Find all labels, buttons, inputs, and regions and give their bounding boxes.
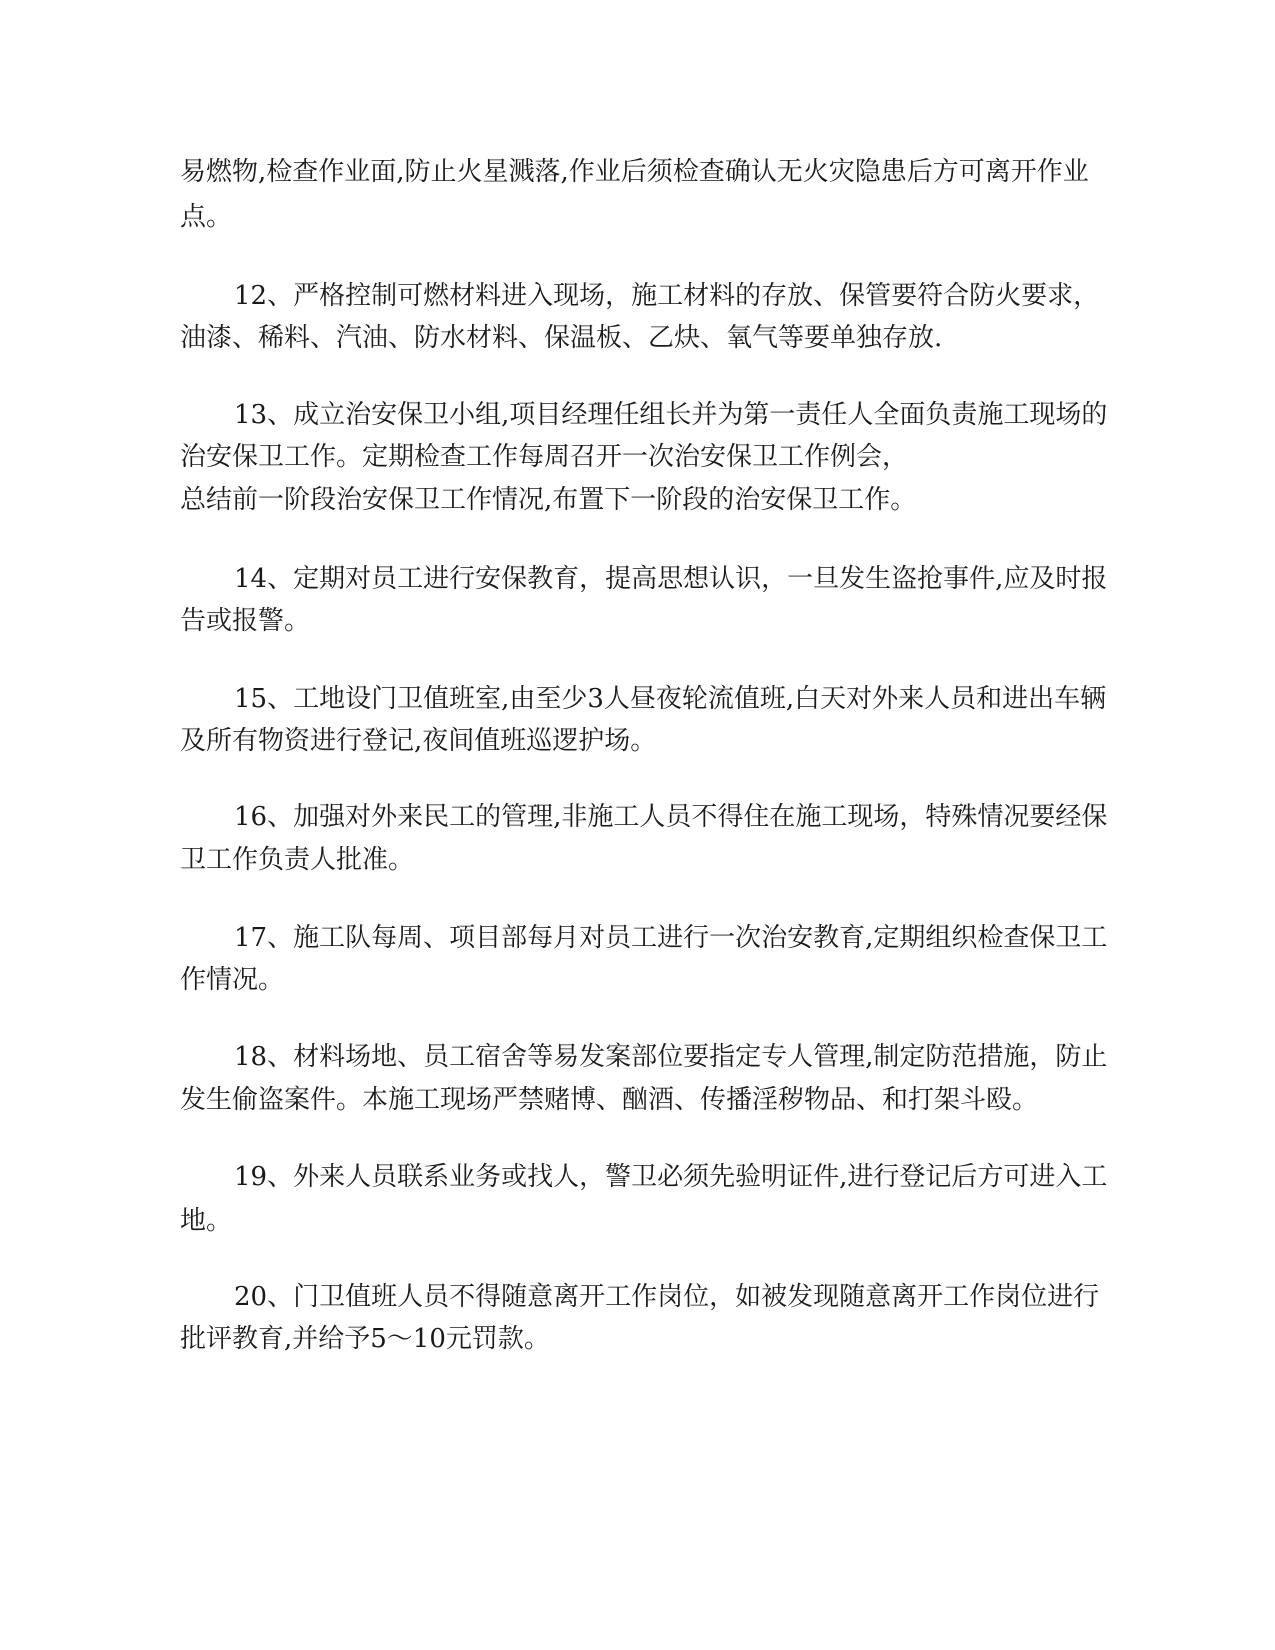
paragraph-line: 18、材料场地、员工宿舍等易发案部位要指定专人管理,制定防范措施，防止 bbox=[234, 1042, 1108, 1072]
paragraph-line: 油漆、稀料、汽油、防水材料、保温板、乙炔、氧气等要单独存放. bbox=[180, 323, 943, 353]
paragraph-line: 14、定期对员工进行安保教育，提高思想认识，一旦发生盗抢事件,应及时报 bbox=[234, 564, 1108, 594]
paragraph-line: 及所有物资进行登记,夜间值班巡逻护场。 bbox=[180, 726, 657, 756]
paragraph-line: 发生偷盗案件。本施工现场严禁赌博、酗酒、传播淫秽物品、和打架斗殴。 bbox=[180, 1085, 1039, 1115]
paragraph-line: 卫工作负责人批准。 bbox=[180, 845, 415, 875]
paragraph-line: 告或报警。 bbox=[180, 606, 311, 636]
paragraph-line: 16、加强对外来民工的管理,非施工人员不得住在施工现场，特殊情况要经保 bbox=[234, 802, 1108, 832]
paragraph-line: 13、成立治安保卫小组,项目经理任组长并为第一责任人全面负责施工现场的 bbox=[234, 400, 1108, 430]
paragraph-line: 17、施工队每周、项目部每月对员工进行一次治安教育,定期组织检查保卫工 bbox=[234, 923, 1108, 953]
paragraph-line: 批评教育,并给予5～10元罚款。 bbox=[180, 1324, 550, 1354]
paragraph-line: 12、严格控制可燃材料进入现场，施工材料的存放、保管要符合防火要求， bbox=[234, 281, 1100, 311]
paragraph-line: 19、外来人员联系业务或找人，警卫必须先验明证件,进行登记后方可进入工 bbox=[234, 1162, 1108, 1192]
paragraph-line: 作情况。 bbox=[180, 965, 285, 995]
paragraph-line: 15、工地设门卫值班室,由至少3人昼夜轮流值班,白天对外来人员和进出车辆 bbox=[234, 684, 1107, 714]
paragraph-line: 20、门卫值班人员不得随意离开工作岗位，如被发现随意离开工作岗位进行 bbox=[234, 1282, 1100, 1312]
paragraph-line: 易燃物,检查作业面,防止火星溅落,作业后须检查确认无火灾隐患后方可离开作业 bbox=[180, 157, 1089, 187]
paragraph-line: 治安保卫工作。定期检查工作每周召开一次治安保卫工作例会， bbox=[180, 442, 909, 472]
paragraph-line: 点。 bbox=[180, 202, 233, 232]
paragraph-line: 总结前一阶段治安保卫工作情况,布置下一阶段的治安保卫工作。 bbox=[180, 485, 917, 515]
paragraph-line: 地。 bbox=[180, 1206, 233, 1236]
